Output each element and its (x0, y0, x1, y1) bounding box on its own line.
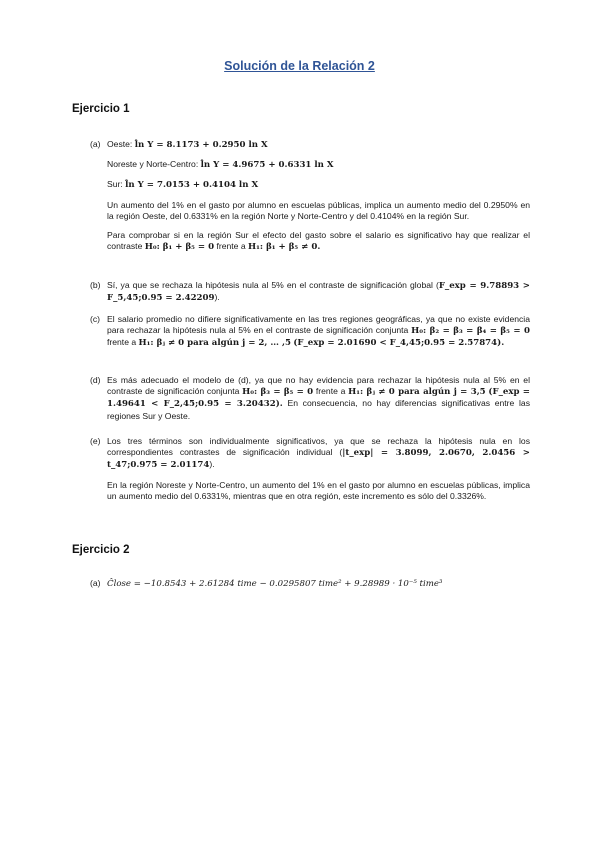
part-d-h1: H₁: βⱼ ≠ 0 para algún j = 3,5 (348, 387, 486, 398)
exercise-1-part-c (90, 314, 530, 350)
exercise-1-heading: Ejercicio 1 (72, 103, 130, 115)
part-b-end: ). (214, 292, 220, 303)
region-sur-label: Sur: (107, 179, 126, 190)
ex2-close-equation: Ĉlose = −10.8543 + 2.61284 time − 0.0295807 time² + 9.28989 · 10⁻⁵ time³ (107, 579, 443, 589)
part-e-text: Los tres términos son individualmente significativos, ya que se rechaza la hipótesis nula en los correspondientes contrastes de significación individual ( (107, 436, 530, 458)
part-e-equation: |t_exp| = 3.8099, 2.0670, 2.0456 > t_47;0.975 = 2.01174 (107, 448, 530, 471)
exercise-1-part-e (90, 436, 530, 502)
exercise-1-part-a (90, 139, 530, 253)
part-c-text: El salario promedio no difiere significativamente en las tres regiones geográficas, ya que no existe evidencia para rechazar la hipótesis nula al 5% en el contraste de significación conjunta (107, 314, 530, 336)
region-noreste-label: Noreste y Norte-Centro: (107, 159, 201, 170)
exercise-2-part-a (90, 578, 530, 590)
exercise-2-heading: Ejercicio 2 (72, 544, 130, 556)
part-a-h1: H₁: β₁ + β₅ ≠ 0. (248, 242, 321, 253)
page-title: Solución de la Relación 2 (224, 59, 375, 73)
part-a-label: (a) (90, 139, 101, 149)
part-c-label: (c) (90, 314, 101, 324)
part-a-paragraph-2 (107, 230, 530, 253)
part-b-text: Sí, ya que se rechaza la hipótesis nula al 5% en el contraste de significación global ( (107, 280, 439, 290)
part-a-p2-mid: frente a (214, 241, 249, 252)
part-a-paragraph-1: Un aumento del 1% en el gasto por alumno en escuelas públicas, implica un aumento medio del 0.2950% en la región Oeste, del 0.6331% en la región Norte y Norte-Centro y del 0.4104% en la región Sur. (107, 199, 530, 221)
part-d-end: En consecuencia, no hay diferencias significativas entre las regiones Sur y Oeste. (107, 398, 530, 421)
part-a-p2-text: Para comprobar si en la región Sur el efecto del gasto sobre el salario es significativo hay que realizar el contraste (107, 230, 530, 252)
part-d-h0: H₀: β₃ = β₅ = 0 (242, 387, 314, 398)
region-oeste-label: Oeste: (107, 139, 135, 149)
part-d-text: Es más adecuado el modelo de (d), ya que no hay evidencia para rechazar la hipótesis nula al 5% en el contraste de significación conjunta (107, 375, 530, 397)
part-c-mid: frente a (107, 337, 139, 348)
part-b-equation: F_exp = 9.78893 > F_5,45;0.95 = 2.42209 (107, 281, 530, 304)
part-c-h0: H₀: β₂ = β₃ = β₄ = β₅ = 0 (411, 326, 530, 337)
part-c-h1: H₁: βⱼ ≠ 0 para algún j = 2, … ,5 (138, 338, 291, 349)
part-a-h0: H₀: β₁ + β₅ = 0 (144, 242, 215, 253)
part-b-label: (b) (90, 280, 101, 290)
part-e-end: ). (209, 459, 215, 470)
part-e-label: (e) (90, 436, 101, 446)
part-c-f-test: (F_exp = 2.01690 < F_4,45;0.95 = 2.57874). (293, 338, 505, 349)
exercise-1-part-d (90, 375, 530, 422)
equation-oeste: l̂n Y = 8.1173 + 0.2950 ln X (134, 140, 268, 150)
equation-sur: l̂n Y = 7.0153 + 0.4104 ln X (125, 180, 259, 191)
part-d-mid: frente a (313, 386, 349, 397)
part-d-label: (d) (90, 375, 101, 385)
exercise-1-part-b (90, 280, 530, 304)
part-d-f-test: (F_exp = 1.49641 < F_2,45;0.95 = 3.20432). (107, 387, 531, 410)
part-e-paragraph-2: En la región Noreste y Norte-Centro, un aumento del 1% en el gasto por alumno en escuelas públicas, implica un aumento medio del 0.6331%, mientras que en otra región, este incremento es sólo del 0.3326%. (107, 479, 530, 501)
equation-noreste: l̂n Y = 4.9675 + 0.6331 ln X (200, 160, 334, 171)
ex2-part-a-label: (a) (90, 578, 101, 588)
